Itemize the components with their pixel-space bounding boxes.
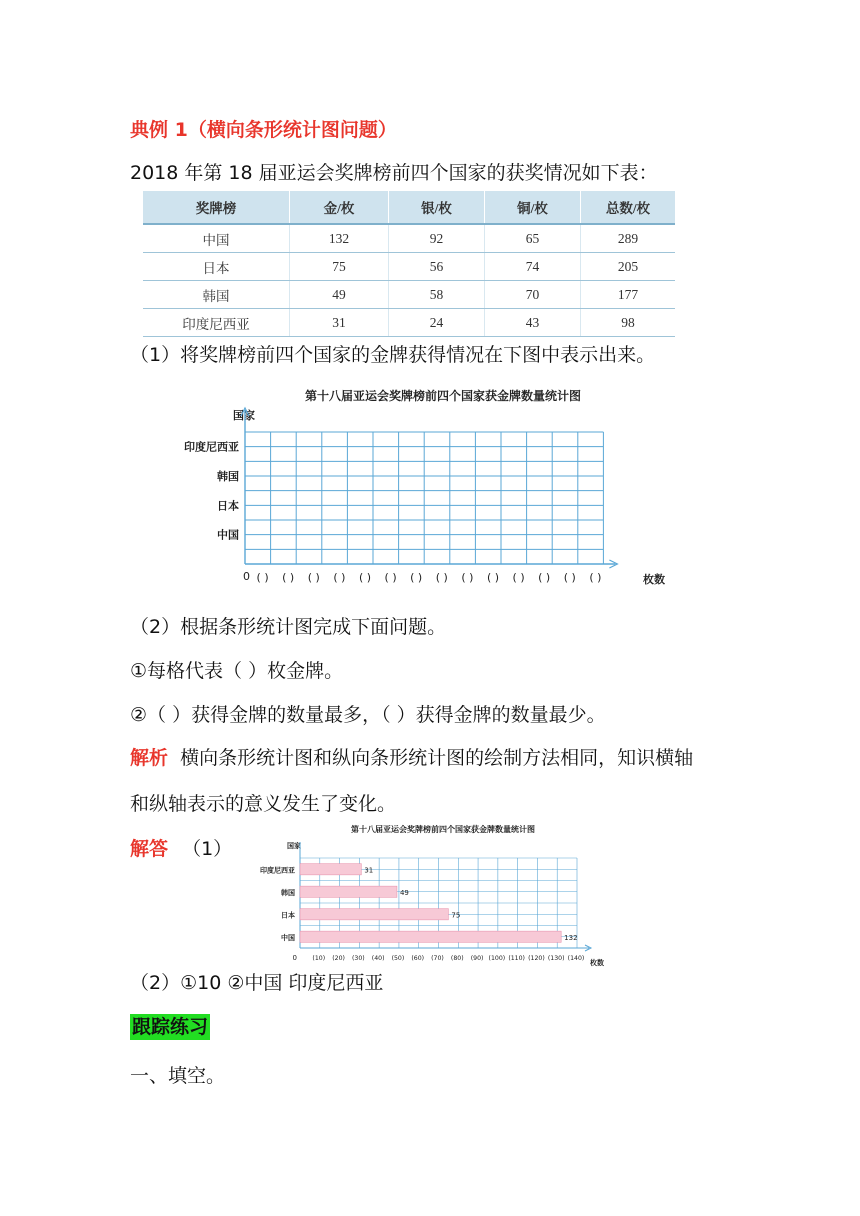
x-tick-label: (100) bbox=[488, 955, 506, 962]
table-cell: 75 bbox=[290, 253, 389, 281]
answer-2: （2）①10 ②中国 印度尼西亚 bbox=[130, 972, 384, 994]
table-cell: 132 bbox=[290, 224, 389, 253]
category-labels bbox=[184, 440, 239, 542]
x-tick-label: (140) bbox=[567, 955, 585, 962]
x-tick-label: (30) bbox=[352, 955, 365, 962]
blank-bar-chart bbox=[160, 380, 680, 590]
medal-table bbox=[143, 191, 675, 337]
answer-label: 解答 bbox=[130, 838, 169, 860]
table-row bbox=[143, 253, 675, 281]
practice-heading bbox=[130, 1015, 210, 1039]
x-tick-label: (40) bbox=[371, 955, 385, 962]
table-cell: 92 bbox=[389, 224, 485, 253]
table-header: 银/枚 bbox=[389, 191, 485, 224]
x-tick-blank: ( ) bbox=[358, 571, 372, 584]
x-tick-label: (20) bbox=[332, 955, 345, 962]
x-tick-labels bbox=[293, 954, 585, 962]
x-tick-blank: ( ) bbox=[333, 571, 346, 584]
x-axis-label: 枚数 bbox=[590, 959, 604, 967]
x-tick-blank: ( ) bbox=[307, 571, 320, 584]
table-row bbox=[143, 309, 675, 337]
answer-bar-chart bbox=[245, 820, 620, 970]
x-tick-label: (80) bbox=[450, 955, 464, 962]
analysis-text: 横向条形统计图和纵向条形统计图的绘制方法相同，知识横轴 bbox=[180, 747, 694, 769]
data-label: 132 bbox=[564, 933, 578, 942]
table-cell: 205 bbox=[581, 253, 676, 281]
table-cell: 日本 bbox=[143, 253, 290, 281]
x-tick-blank: ( ) bbox=[282, 571, 295, 584]
intro-text: 2018 年第 18 届亚运会奖牌榜前四个国家的获奖情况如下表： bbox=[130, 162, 658, 184]
x-tick-label: (10) bbox=[312, 955, 326, 962]
x-tick-label: 0 bbox=[292, 954, 297, 962]
medal-table-wrapper bbox=[143, 191, 675, 337]
x-tick-blank: ( ) bbox=[410, 571, 423, 584]
table-cell: 70 bbox=[485, 281, 581, 309]
category-labels bbox=[260, 865, 295, 942]
x-tick-blank: ( ) bbox=[512, 571, 525, 584]
section-1-heading: 一、填空。 bbox=[130, 1065, 226, 1087]
category-label: 日本 bbox=[217, 499, 239, 513]
category-label: 韩国 bbox=[281, 888, 295, 897]
x-tick-label: (90) bbox=[470, 955, 484, 962]
x-tick-blank: ( ) bbox=[563, 571, 576, 584]
category-label: 印度尼西亚 bbox=[260, 866, 295, 875]
table-cell: 65 bbox=[485, 224, 581, 253]
y-axis-label: 国家 bbox=[233, 409, 255, 422]
bar bbox=[300, 909, 448, 920]
x-tick-blank: ( ) bbox=[589, 571, 602, 584]
x-tick-label: (60) bbox=[411, 955, 425, 962]
data-label: 31 bbox=[364, 866, 374, 875]
analysis-line-1 bbox=[130, 746, 693, 770]
answer-line bbox=[130, 837, 232, 861]
question-2-2: ②（ ）获得金牌的数量最多，（ ）获得金牌的数量最少。 bbox=[130, 704, 606, 726]
bar bbox=[300, 886, 397, 897]
data-label: 75 bbox=[451, 911, 461, 920]
table-cell: 43 bbox=[485, 309, 581, 337]
chart-grid bbox=[241, 408, 617, 568]
table-cell: 58 bbox=[389, 281, 485, 309]
x-tick-label: (70) bbox=[431, 955, 444, 962]
x-tick-blank: ( ) bbox=[256, 571, 269, 584]
analysis-line-2: 和纵轴表示的意义发生了变化。 bbox=[130, 793, 397, 815]
category-label: 中国 bbox=[281, 933, 295, 942]
table-header: 金/枚 bbox=[290, 191, 389, 224]
table-header: 铜/枚 bbox=[485, 191, 581, 224]
question-2: （2）根据条形统计图完成下面问题。 bbox=[130, 616, 447, 638]
table-cell: 31 bbox=[290, 309, 389, 337]
x-tick-blank: ( ) bbox=[486, 571, 500, 584]
table-row bbox=[143, 281, 675, 309]
x-tick-label: (50) bbox=[391, 955, 405, 962]
y-axis-label: 国家 bbox=[287, 842, 301, 850]
table-header: 总数/枚 bbox=[581, 191, 676, 224]
chart-title: 第十八届亚运会奖牌榜前四个国家获金牌数量统计图 bbox=[351, 825, 535, 834]
table-cell: 289 bbox=[581, 224, 676, 253]
table-cell: 56 bbox=[389, 253, 485, 281]
category-label: 印度尼西亚 bbox=[184, 440, 239, 454]
x-tick-label: (120) bbox=[528, 955, 545, 962]
table-cell: 韩国 bbox=[143, 281, 290, 309]
analysis-label: 解析 bbox=[130, 747, 169, 769]
bar bbox=[300, 931, 561, 942]
x-tick-blank: ( ) bbox=[538, 571, 551, 584]
x-tick-label: (110) bbox=[508, 955, 525, 962]
answer-part: （1） bbox=[182, 838, 233, 860]
table-row bbox=[143, 224, 675, 253]
table-cell: 印度尼西亚 bbox=[143, 309, 290, 337]
table-cell: 177 bbox=[581, 281, 676, 309]
question-2-1: ①每格代表（ ）枚金牌。 bbox=[130, 660, 344, 682]
category-label: 日本 bbox=[281, 911, 295, 920]
table-cell: 98 bbox=[581, 309, 676, 337]
chart-title: 第十八届亚运会奖牌榜前四个国家获金牌数量统计图 bbox=[304, 389, 582, 403]
bar bbox=[300, 864, 361, 875]
table-cell: 中国 bbox=[143, 224, 290, 253]
table-header: 奖牌榜 bbox=[143, 191, 290, 224]
category-label: 韩国 bbox=[217, 470, 239, 483]
x-tick-blank: ( ) bbox=[461, 571, 474, 584]
category-label: 中国 bbox=[217, 528, 239, 542]
practice-label: 跟踪练习 bbox=[132, 1016, 209, 1038]
data-label: 49 bbox=[399, 888, 409, 897]
x-tick-blank: ( ) bbox=[435, 571, 448, 584]
table-cell: 24 bbox=[389, 309, 485, 337]
x-tick-blanks bbox=[257, 571, 602, 584]
table-cell: 49 bbox=[290, 281, 389, 309]
example-title: 典例 1（横向条形统计图问题） bbox=[130, 119, 397, 141]
x-tick-blank: ( ) bbox=[384, 571, 397, 584]
table-cell: 74 bbox=[485, 253, 581, 281]
x-tick-label: (130) bbox=[547, 955, 565, 962]
question-1: （1）将奖牌榜前四个国家的金牌获得情况在下图中表示出来。 bbox=[130, 344, 656, 366]
origin-label: 0 bbox=[243, 570, 250, 583]
x-axis-label: 枚数 bbox=[643, 573, 665, 586]
